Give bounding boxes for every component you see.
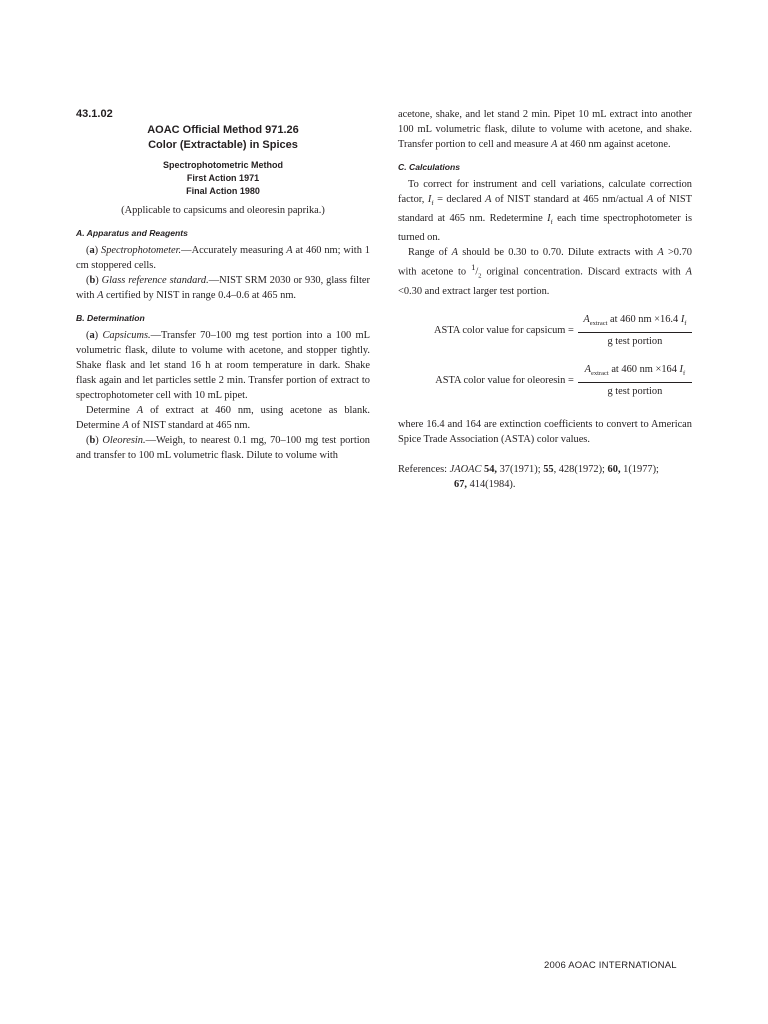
apparatus-item-b: (b) Glass reference standard.—NIST SRM 2030 or 930, glass filter with A certified by NIST in range 0.4–0.6 at 465 nm.	[76, 275, 370, 301]
formula-oleoresin	[398, 362, 692, 399]
section-number: 43.1.02	[76, 108, 113, 120]
applicability-note: (Applicable to capsicums and oleoresin paprika.)	[121, 205, 325, 216]
references-line-2: 67, 414(1984).	[454, 478, 516, 490]
determination-item-a: (a) Capsicums.—Transfer 70–100 mg test portion into a 100 mL volumetric flask, dilute to volume with acetone, and stopper tightly. Shake flask and let stand 16 h at room temperature in dark. Shake flask again and let particles settle 2 min. Transfer portion of extract to spectrophotometer cell with 10 mL pipet.	[76, 330, 370, 401]
formula-capsicum-fraction	[578, 312, 692, 349]
method-title: AOAC Official Method 971.26	[147, 124, 299, 136]
formula-oleoresin-denominator: g test portion	[607, 385, 663, 397]
references-line-1: References: JAOAC 54, 37(1971); 55, 428(1972); 60, 1(1977);	[398, 463, 659, 475]
determination-item-b: (b) Oleoresin.—Weigh, to nearest 0.1 mg, 70–100 mg test portion and transfer to 100 mL volumetric flask. Dilute to volume with	[76, 435, 370, 461]
formula-capsicum	[398, 312, 692, 349]
method-type: Spectrophotometric Method	[162, 160, 283, 170]
method-title-block	[76, 123, 370, 198]
right-column	[398, 107, 692, 492]
references	[398, 462, 692, 492]
formula-oleoresin-numerator: $A_{extract}$ at 460 nm ×164 $I_f$	[578, 362, 692, 383]
where-paragraph: where 16.4 and 164 are extinction coefficients to convert to American Spice Trade Association (ASTA) color values.	[398, 418, 692, 445]
first-action: First Action 1971	[186, 173, 260, 183]
page-footer: 2006 AOAC INTERNATIONAL	[544, 960, 677, 971]
formula-capsicum-denominator: g test portion	[607, 335, 663, 347]
heading-apparatus: A. Apparatus and Reagents	[76, 228, 188, 238]
heading-calculations: C. Calculations	[398, 162, 461, 172]
calc-paragraph-correction: To correct for instrument and cell variations, calculate correction factor, $I_f$ = declared A of NIST standard at 465 nm/actual A of NIST standard at 465 nm. Redetermine $I_f$ each time spectrophotometer is turned on.	[398, 179, 692, 244]
determination-paragraph: Determine A of extract at 460 nm, using acetone as blank. Determine A of NIST standard at 465 nm.	[76, 405, 371, 431]
heading-determination: B. Determination	[76, 313, 145, 323]
calc-paragraph-range: Range of A should be 0.30 to 0.70. Dilute extracts with A >0.70 with acetone to $^1/_2$ original concentration. Discard extracts with A <0.30 and extract larger test portion.	[398, 247, 692, 297]
final-action: Final Action 1980	[186, 186, 260, 196]
formula-capsicum-label: ASTA color value for capsicum =	[434, 324, 574, 336]
formula-oleoresin-label: ASTA color value for oleoresin =	[435, 374, 574, 386]
formula-capsicum-numerator: $A_{extract}$ at 460 nm ×16.4 $I_f$	[578, 312, 692, 333]
method-subtitle: Color (Extractable) in Spices	[148, 139, 298, 151]
apparatus-item-a: (a) Spectrophotometer.—Accurately measuring A at 460 nm; with 1 cm stoppered cells.	[76, 245, 370, 271]
left-column	[76, 107, 370, 463]
formula-oleoresin-fraction	[578, 362, 692, 399]
oleoresin-continuation: acetone, shake, and let stand 2 min. Pipet 10 mL extract into another 100 mL volumetric flask, dilute to volume with acetone, and shake. Transfer portion to cell and measure A at 460 nm against acetone.	[398, 109, 692, 150]
